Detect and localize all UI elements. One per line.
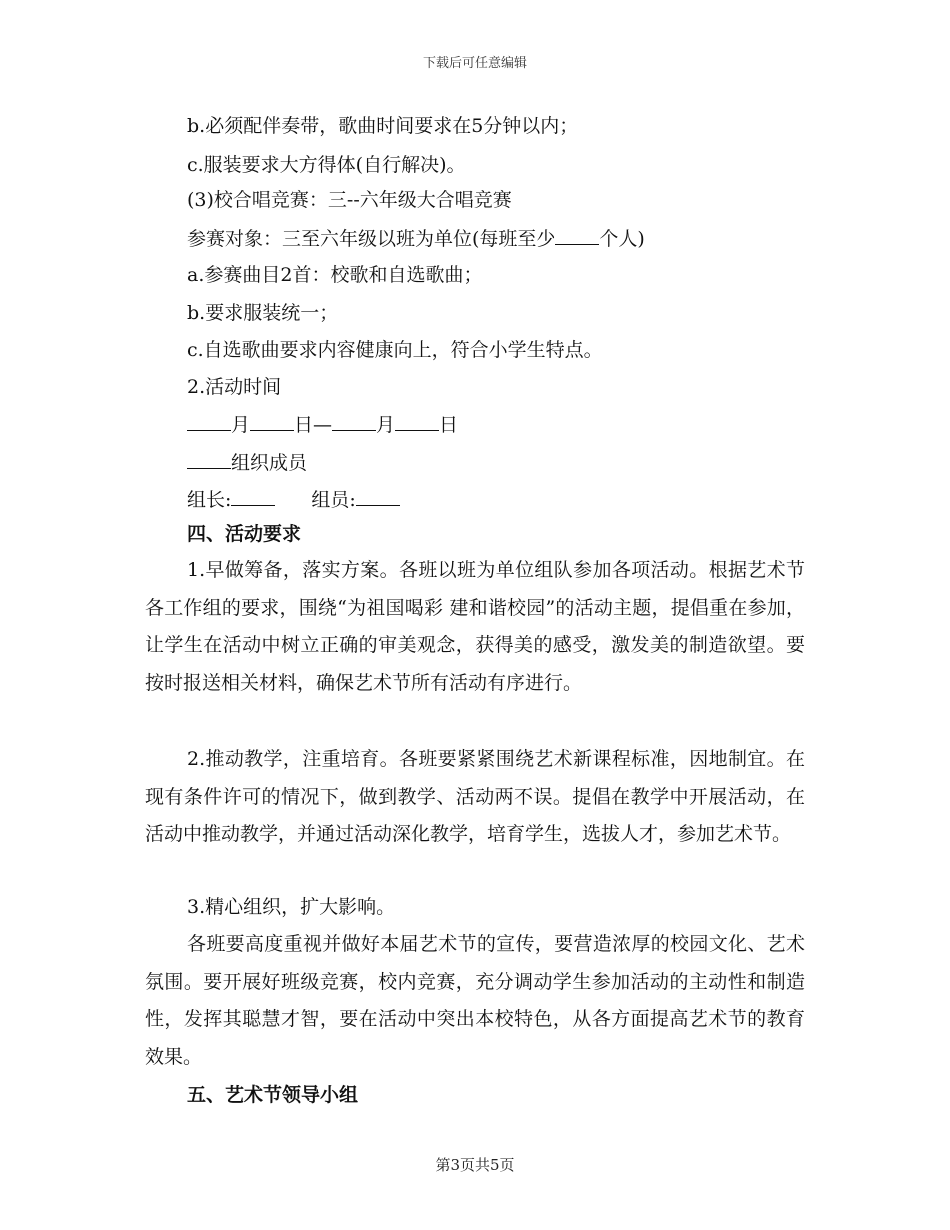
paragraph: 1.早做筹备，落实方案。各班以班为单位组队参加各项活动。根据艺术节各工作组的要求，围绕“为祖国喝彩 建和谐校园”的活动主题，提倡重在参加，让学生在活动中树立正确的审美观念，获得美的感受，激发美的制造欲望。要按时报送相关材料，确保艺术节所有活动有序进行。 (145, 559, 805, 694)
text-segment: 组员: (311, 489, 356, 511)
text-line: (3)校合唱竞赛：三--六年级大合唱竞赛 (187, 189, 512, 211)
paragraph: 2.推动教学，注重培育。各班要紧紧围绕艺术新课程标准，因地制宜。在现有条件许可的情况下，做到教学、活动两不误。提倡在教学中开展活动，在活动中推动教学，并通过活动深化教学，培育学生，选拔人才，参加艺术节。 (145, 748, 805, 845)
blank-underline (187, 414, 231, 431)
text-segment: 月 (231, 414, 251, 436)
text-line (187, 228, 645, 249)
blank-underline (231, 489, 275, 506)
text-segment: 月 (376, 414, 396, 436)
page-header: 下载后可任意编辑 (422, 56, 527, 71)
text-line (187, 452, 307, 473)
section-heading: 四、活动要求 (187, 523, 302, 545)
text-segment: 日— (294, 414, 333, 436)
text-line: b.要求服装统一； (187, 302, 339, 324)
blank-underline (555, 228, 599, 245)
date-line (187, 414, 458, 435)
text-segment: 日 (439, 414, 459, 436)
blank-underline (250, 414, 294, 431)
text-segment: 参赛对象：三至六年级以班为单位(每班至少 (187, 228, 556, 250)
text-segment: 组长: (187, 489, 232, 511)
paragraph: 3.精心组织，扩大影响。 (187, 896, 396, 918)
paragraph: 各班要高度重视并做好本届艺术节的宣传，要营造浓厚的校园文化、艺术氛围。要开展好班级竞赛，校内竞赛，充分调动学生参加活动的主动性和制造性，发挥其聪慧才智，要在活动中突出本校特色，从各方面提高艺术节的教育效果。 (145, 933, 805, 1068)
text-line: 2.活动时间 (187, 376, 282, 398)
text-segment: 个人) (599, 228, 645, 250)
text-line: c.自选歌曲要求内容健康向上，符合小学生特点。 (187, 339, 603, 361)
section-heading: 五、艺术节领导小组 (187, 1084, 359, 1106)
blank-underline (395, 414, 439, 431)
text-line (187, 489, 400, 510)
blank-underline (356, 489, 400, 506)
blank-underline (332, 414, 376, 431)
text-line: b.必须配伴奏带，歌曲时间要求在5分钟以内； (187, 115, 579, 137)
blank-underline (187, 452, 231, 469)
text-segment: 组织成员 (231, 452, 308, 474)
text-line: a.参赛曲目2首：校歌和自选歌曲； (187, 264, 483, 286)
text-line: c.服装要求大方得体(自行解决)。 (187, 154, 466, 176)
page-footer: 第3页共5页 (435, 1156, 515, 1174)
